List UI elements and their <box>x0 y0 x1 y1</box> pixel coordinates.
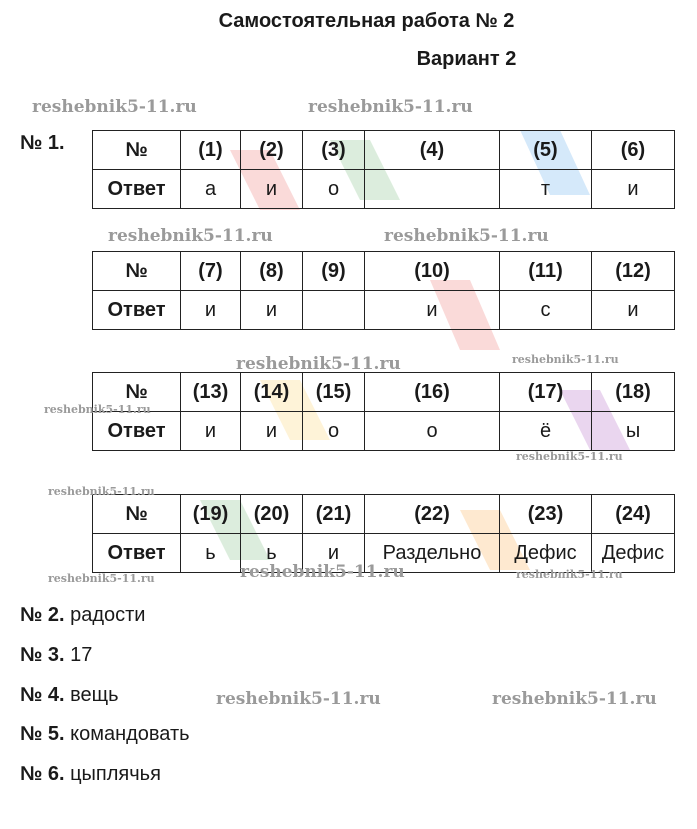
table-cell: (7) <box>181 252 241 291</box>
table-cell: Ответ <box>93 412 181 451</box>
table-cell <box>303 291 365 330</box>
table-cell: (21) <box>303 495 365 534</box>
table-cell: Дефис <box>500 534 592 573</box>
table-cell: и <box>241 412 303 451</box>
table-cell: (3) <box>303 131 365 170</box>
table-cell: с <box>500 291 592 330</box>
table-cell: и <box>181 291 241 330</box>
answer-label: № 6. <box>20 763 65 785</box>
table-cell: (20) <box>241 495 303 534</box>
answer-label: № 2. <box>20 604 65 626</box>
table-cell: (15) <box>303 373 365 412</box>
answer-value: вещь <box>70 684 119 706</box>
table-cell: и <box>181 412 241 451</box>
table-cell: (22) <box>365 495 500 534</box>
table-cell: Ответ <box>93 170 181 209</box>
watermark: reshebnik5-11.ru <box>216 689 381 709</box>
table-cell: (18) <box>592 373 675 412</box>
table-cell: и <box>365 291 500 330</box>
table-cell: № <box>93 373 181 412</box>
table-cell: (19) <box>181 495 241 534</box>
table-answer-row <box>93 412 675 451</box>
table-cell: (2) <box>241 131 303 170</box>
answer-label: № 5. <box>20 723 65 745</box>
answer-table-2 <box>92 251 675 330</box>
watermark: reshebnik5-11.ru <box>48 485 155 498</box>
table-cell: (24) <box>592 495 675 534</box>
answer-value: цыплячья <box>70 763 161 785</box>
page-title: Самостоятельная работа № 2 <box>218 10 515 32</box>
table-cell: и <box>303 534 365 573</box>
watermark: reshebnik5-11.ru <box>236 354 401 374</box>
table-header-row <box>93 131 675 170</box>
table-cell: а <box>181 170 241 209</box>
answer-6 <box>20 763 161 786</box>
table-cell: т <box>500 170 592 209</box>
table-cell: Дефис <box>592 534 675 573</box>
table-cell: № <box>93 252 181 291</box>
answer-3 <box>20 644 92 667</box>
table-cell: о <box>303 412 365 451</box>
table-answer-row <box>93 291 675 330</box>
table-cell: ы <box>592 412 675 451</box>
table-cell: (12) <box>592 252 675 291</box>
table-cell: (4) <box>365 131 500 170</box>
table-cell: (1) <box>181 131 241 170</box>
table-cell: (14) <box>241 373 303 412</box>
watermark: reshebnik5-11.ru <box>308 97 473 117</box>
answer-value: командовать <box>70 723 190 745</box>
table-cell: (23) <box>500 495 592 534</box>
watermark: reshebnik5-11.ru <box>48 572 155 585</box>
answer-2 <box>20 604 145 627</box>
table-cell <box>365 170 500 209</box>
table-cell: (9) <box>303 252 365 291</box>
watermark: reshebnik5-11.ru <box>240 562 405 582</box>
answer-value: 17 <box>70 644 93 666</box>
table-cell: Раздельно <box>365 534 500 573</box>
table-cell: о <box>365 412 500 451</box>
watermark: reshebnik5-11.ru <box>516 568 623 581</box>
table-header-row <box>93 495 675 534</box>
answer-table-3 <box>92 372 675 451</box>
table-cell: и <box>592 170 675 209</box>
answer-label: № 4. <box>20 684 65 706</box>
answer-4 <box>20 684 119 707</box>
table-cell: № <box>93 495 181 534</box>
table-cell: о <box>303 170 365 209</box>
table-cell: ь <box>181 534 241 573</box>
answer-table-1 <box>92 130 675 209</box>
table-header-row <box>93 373 675 412</box>
table-cell: (8) <box>241 252 303 291</box>
answer-label: № 3. <box>20 644 65 666</box>
table-cell: (13) <box>181 373 241 412</box>
table-cell: (10) <box>365 252 500 291</box>
table-cell: и <box>592 291 675 330</box>
watermark: reshebnik5-11.ru <box>32 97 197 117</box>
table-cell: Ответ <box>93 291 181 330</box>
table-cell: (17) <box>500 373 592 412</box>
watermark: reshebnik5-11.ru <box>512 353 619 366</box>
table-cell: (16) <box>365 373 500 412</box>
watermark: reshebnik5-11.ru <box>384 226 549 246</box>
answer-value: радости <box>70 604 146 626</box>
table-cell: (11) <box>500 252 592 291</box>
table-cell: и <box>241 170 303 209</box>
watermark: reshebnik5-11.ru <box>492 689 657 709</box>
table-cell: (5) <box>500 131 592 170</box>
task-1-label: № 1. <box>20 132 65 154</box>
variant-subtitle: Вариант 2 <box>416 48 517 70</box>
table-cell: и <box>241 291 303 330</box>
watermark: reshebnik5-11.ru <box>516 450 623 463</box>
table-cell: Ответ <box>93 534 181 573</box>
table-answer-row <box>93 170 675 209</box>
table-cell: (6) <box>592 131 675 170</box>
table-header-row <box>93 252 675 291</box>
table-cell: № <box>93 131 181 170</box>
watermark: reshebnik5-11.ru <box>108 226 273 246</box>
table-cell: ь <box>241 534 303 573</box>
watermark: reshebnik5-11.ru <box>44 403 151 416</box>
table-cell: ё <box>500 412 592 451</box>
answer-5 <box>20 723 190 746</box>
